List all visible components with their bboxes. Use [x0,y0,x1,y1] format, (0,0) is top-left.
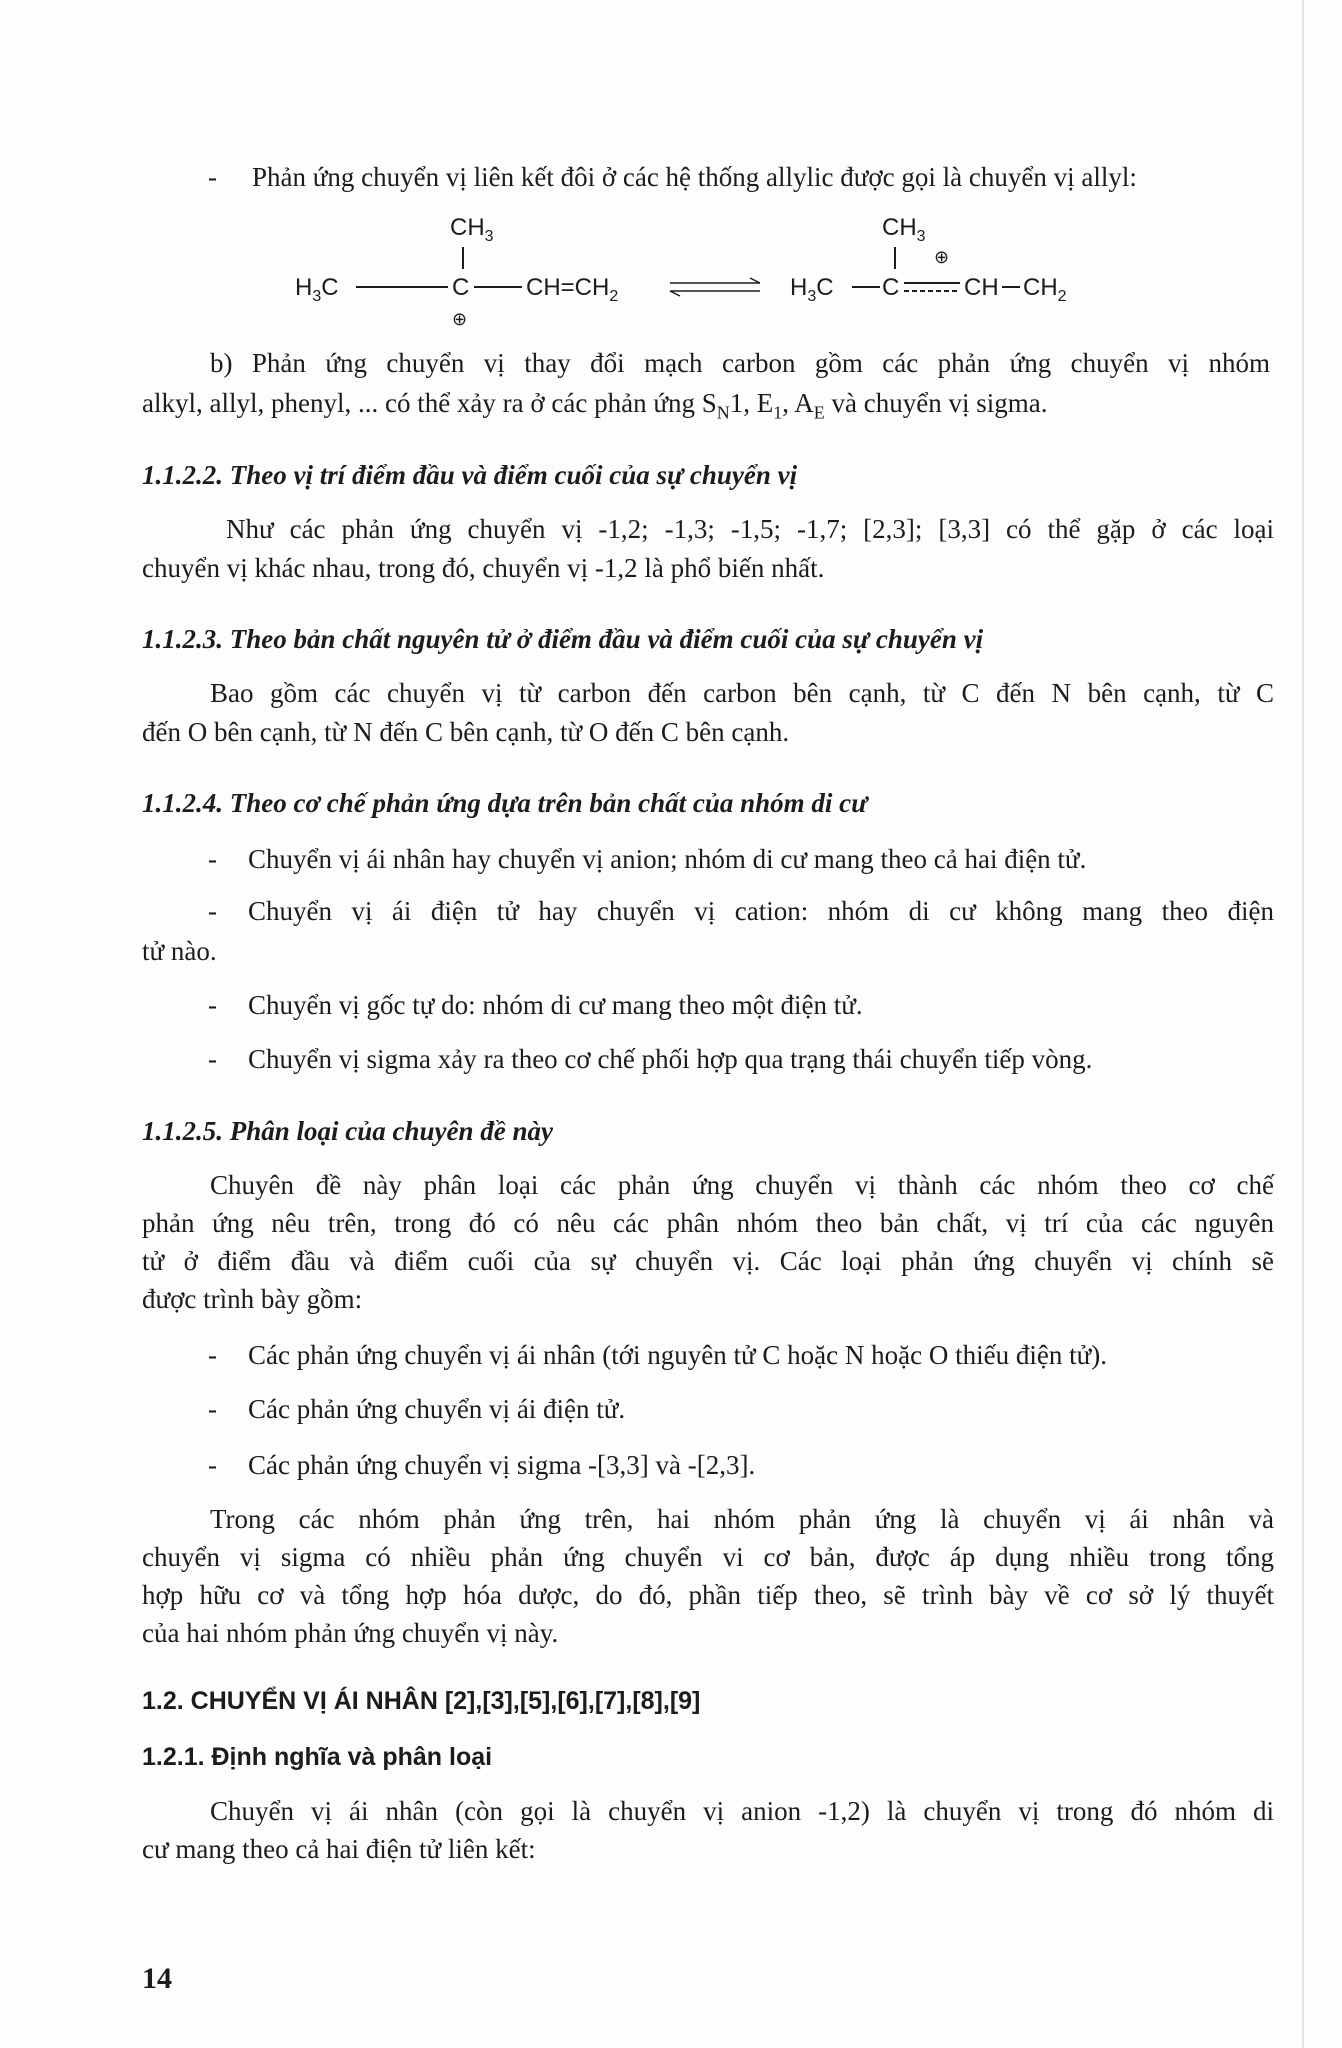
list-dash: - [208,1340,217,1370]
list-dash: - [208,1394,217,1424]
s1125-line: phản ứng nêu trên, trong đó có nêu các phân nhóm theo bản chất, vị trí của các nguyên [142,1208,1274,1238]
list-item: Các phản ứng chuyển vị sigma -[3,3] và -[2,3]. [248,1450,756,1480]
s1125-para2-line: hợp hữu cơ và tổng hợp hóa dược, do đó, phần tiếp theo, sẽ trình bày về cơ sở lý thuyết [142,1580,1274,1610]
list-item: Chuyển vị sigma xảy ra theo cơ chế phối hợp qua trạng thái chuyển tiếp vòng. [248,1044,1093,1074]
section-heading-1124: 1.1.2.4. Theo cơ chế phản ứng dựa trên bản chất của nhóm di cư [142,788,868,818]
positive-charge-icon: ⊕ [934,247,950,267]
list-item: Các phản ứng chuyển vị ái nhân (tới nguyên tử C hoặc N hoặc O thiếu điện tử). [248,1340,1107,1370]
s1125-line: Chuyên đề này phân loại các phản ứng chuyển vị thành các nhóm theo cơ chế [210,1170,1274,1200]
s121-line2: cư mang theo cả hai điện tử liên kết: [142,1834,536,1864]
methyl-top-right: $CH_3$ [882,214,926,245]
allyl-rearrangement-diagram [290,205,1120,335]
carbocation-center-left: C [452,274,470,301]
allyl-intro-text: Phản ứng chuyển vị liên kết đôi ở các hệ thống allylic được gọi là chuyển vị allyl: [252,162,1137,192]
methyl-left-left: $H_3C$ [295,274,339,305]
vinyl-group-left: $CH=CH_2$ [526,274,619,305]
section-heading-12: 1.2. CHUYỂN VỊ ÁI NHÂN [2],[3],[5],[6],[7],[8],[9] [142,1687,701,1715]
list-item: Chuyển vị ái điện tử hay chuyển vị cation: nhóm di cư không mang theo điện [248,896,1274,926]
s1125-para2-line: của hai nhóm phản ứng chuyển vị này. [142,1618,559,1648]
s1123-line1: Bao gồm các chuyển vị từ carbon đến carbon bên cạnh, từ C đến N bên cạnh, từ C [210,678,1274,708]
para-b-line1: b) Phản ứng chuyển vị thay đổi mạch carbon gồm các phản ứng chuyển vị nhóm [210,348,1270,378]
methyl-top-left: $CH_3$ [450,214,494,245]
positive-charge-icon: ⊕ [452,309,468,329]
list-dash: - [208,896,217,926]
list-item: Chuyển vị gốc tự do: nhóm di cư mang theo một điện tử. [248,990,863,1020]
s1122-line2: chuyển vị khác nhau, trong đó, chuyển vị -1,2 là phổ biến nhất. [142,553,825,583]
s1122-line1: Như các phản ứng chuyển vị -1,2; -1,3; -1,5; -1,7; [2,3]; [3,3] có thể gặp ở các loại [226,514,1274,544]
page-number: 14 [142,1962,172,1995]
s1123-line2: đến O bên cạnh, từ N đến C bên cạnh, từ O đến C bên cạnh. [142,717,790,747]
s1125-line: tử ở điểm đầu và điểm cuối của sự chuyển vị. Các loại phản ứng chuyển vị chính sẽ [142,1246,1274,1276]
section-heading-1125: 1.1.2.5. Phân loại của chuyên đề này [142,1116,554,1146]
list-dash: - [208,990,217,1020]
list-dash: - [208,162,217,192]
s1125-para2-line: Trong các nhóm phản ứng trên, hai nhóm phản ứng là chuyển vị ái nhân và [210,1504,1274,1534]
ch-group-right: CH [964,274,999,301]
list-dash: - [208,1044,217,1074]
section-heading-1122: 1.1.2.2. Theo vị trí điểm đầu và điểm cuối của sự chuyển vị [142,460,798,490]
list-dash: - [208,844,217,874]
page-edge [1302,0,1304,2048]
carbon-center-right: C [882,274,900,301]
list-dash: - [208,1450,217,1480]
methyl-left-right: $H_3C$ [790,274,834,305]
para-b-line2: alkyl, allyl, phenyl, ... có thể xảy ra ở các phản ứng $S_N1$, $E_1$, $A_E$ và chuyển vị sigma. [142,388,1048,423]
list-item-continuation: tử nào. [142,936,217,966]
section-heading-121: 1.2.1. Định nghĩa và phân loại [142,1743,493,1771]
section-heading-1123: 1.1.2.3. Theo bản chất nguyên tử ở điểm đầu và điểm cuối của sự chuyển vị [142,624,984,654]
list-item: Chuyển vị ái nhân hay chuyển vị anion; nhóm di cư mang theo cả hai điện tử. [248,844,1087,874]
s121-line1: Chuyển vị ái nhân (còn gọi là chuyển vị anion -1,2) là chuyển vị trong đó nhóm di [210,1796,1274,1826]
s1125-para2-line: chuyển vị sigma có nhiều phản ứng chuyển vi cơ bản, được áp dụng nhiều trong tổng [142,1542,1274,1572]
s1125-line: được trình bày gồm: [142,1284,363,1314]
list-item: Các phản ứng chuyển vị ái điện tử. [248,1394,626,1424]
ch2-group-right: $CH_2$ [1023,274,1067,305]
